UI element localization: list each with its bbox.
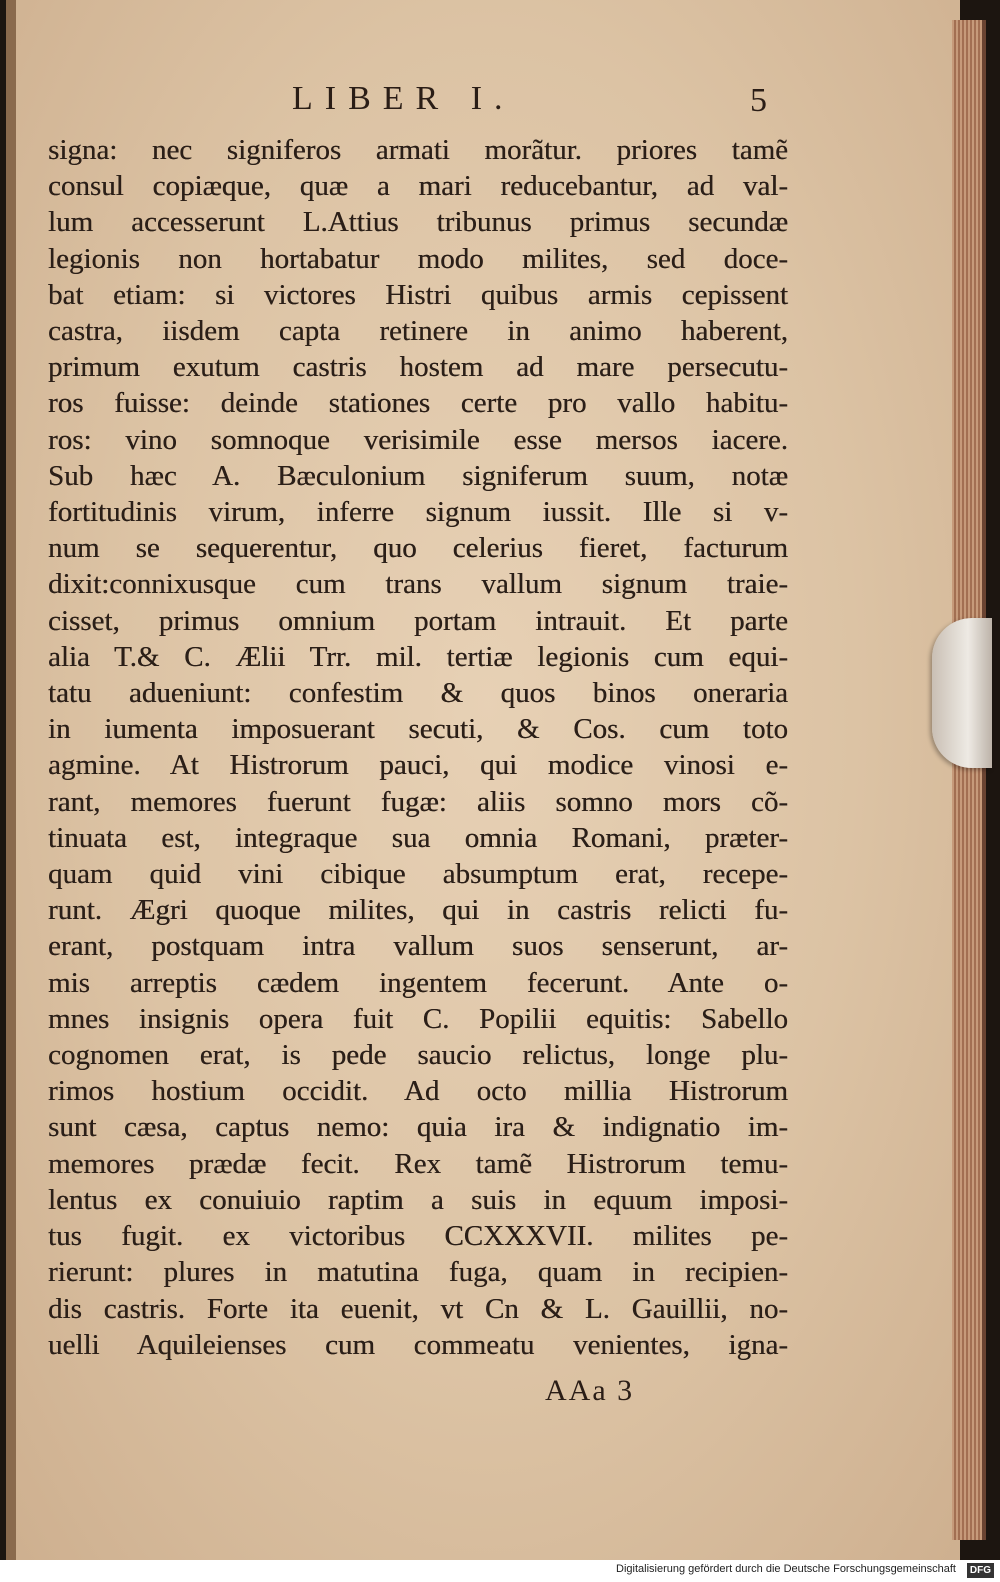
text-line: tus fugit. ex victoribus CCXXXVII. milites pe- <box>48 1220 788 1253</box>
text-block <box>48 132 788 1363</box>
text-line: rant, memores fuerunt fugæ: aliis somno mors cõ- <box>48 785 788 818</box>
text-line: castra, iisdem capta retinere in animo haberent, <box>48 315 788 348</box>
text-line: alia T.& C. Ælii Trr. mil. tertiæ legionis cum equi- <box>48 640 788 673</box>
text-line: runt. Ægri quoque milites, qui in castris relicti fu- <box>48 894 788 927</box>
text-line: num se sequerentur, quo celerius fieret, facturum <box>48 532 788 565</box>
page-edges <box>952 20 986 1540</box>
text-line: rimos hostium occidit. Ad octo millia Histrorum <box>48 1075 788 1108</box>
text-line: quam quid vini cibique absumptum erat, recepe- <box>48 858 788 891</box>
running-head <box>0 80 960 124</box>
text-line: signa: nec signiferos armati morãtur. priores tamẽ <box>48 134 788 166</box>
dfg-logo: DFG <box>967 1563 994 1578</box>
text-line: Sub hæc A. Bæculonium signiferum suum, notæ <box>48 459 788 492</box>
running-title: LIBER I. <box>292 80 515 117</box>
text-line: lum accesserunt L.Attius tribunus primus secundæ <box>48 206 788 239</box>
text-line: tinuata est, integraque sua omnia Romani, præter- <box>48 821 788 854</box>
text-line: dixit:connixusque cum trans vallum signum traie- <box>48 568 788 601</box>
bookmark-clip <box>932 618 992 768</box>
text-line: ros fuisse: deinde stationes certe pro vallo habitu- <box>48 387 788 420</box>
text-line: dis castris. Forte ita euenit, vt Cn & L. Gauillii, no- <box>48 1292 788 1325</box>
text-line: agmine. At Histrorum pauci, qui modice vinosi e- <box>48 749 788 782</box>
text-line: erant, postquam intra vallum suos senserunt, ar- <box>48 930 788 963</box>
text-line: lentus ex conuiuio raptim a suis in equum imposi- <box>48 1183 788 1216</box>
text-line: memores prædæ fecit. Rex tamẽ Histrorum temu- <box>48 1147 788 1180</box>
text-line: legionis non hortabatur modo milites, sed doce- <box>48 242 788 275</box>
text-line: rierunt: plures in matutina fuga, quam in recipien- <box>48 1256 788 1289</box>
text-line: cisset, primus omnium portam intrauit. Et parte <box>48 604 788 637</box>
text-line: primum exutum castris hostem ad mare persecutu- <box>48 351 788 384</box>
digitization-credit: Digitalisierung gefördert durch die Deutsche Forschungsgemeinschaft <box>616 1563 956 1575</box>
text-line: consul copiæque, quæ a mari reducebantur, ad val- <box>48 170 788 203</box>
text-line: fortitudinis virum, inferre signum iussit. Ille si v- <box>48 496 788 529</box>
text-line: ros: vino somnoque verisimile esse mersos iacere. <box>48 423 788 456</box>
footer-bar <box>0 1560 1000 1582</box>
signature-mark: AAa 3 <box>545 1374 635 1407</box>
folio-number: 5 <box>750 82 767 119</box>
text-line: mnes insignis opera fuit C. Popilii equitis: Sabello <box>48 1002 788 1035</box>
text-line: sunt cæsa, captus nemo: quia ira & indignatio im- <box>48 1111 788 1144</box>
text-line: bat etiam: si victores Histri quibus armis cepissent <box>48 278 788 311</box>
text-line: in iumenta imposuerant secuti, & Cos. cum toto <box>48 713 788 746</box>
text-line: cognomen erat, is pede saucio relictus, longe plu- <box>48 1039 788 1072</box>
text-line: tatu adueniunt: confestim & quos binos oneraria <box>48 677 788 710</box>
text-line: uelli Aquileienses cum commeatu venientes, igna- <box>48 1328 788 1361</box>
text-line: mis arreptis cædem ingentem fecerunt. Ante o- <box>48 966 788 999</box>
